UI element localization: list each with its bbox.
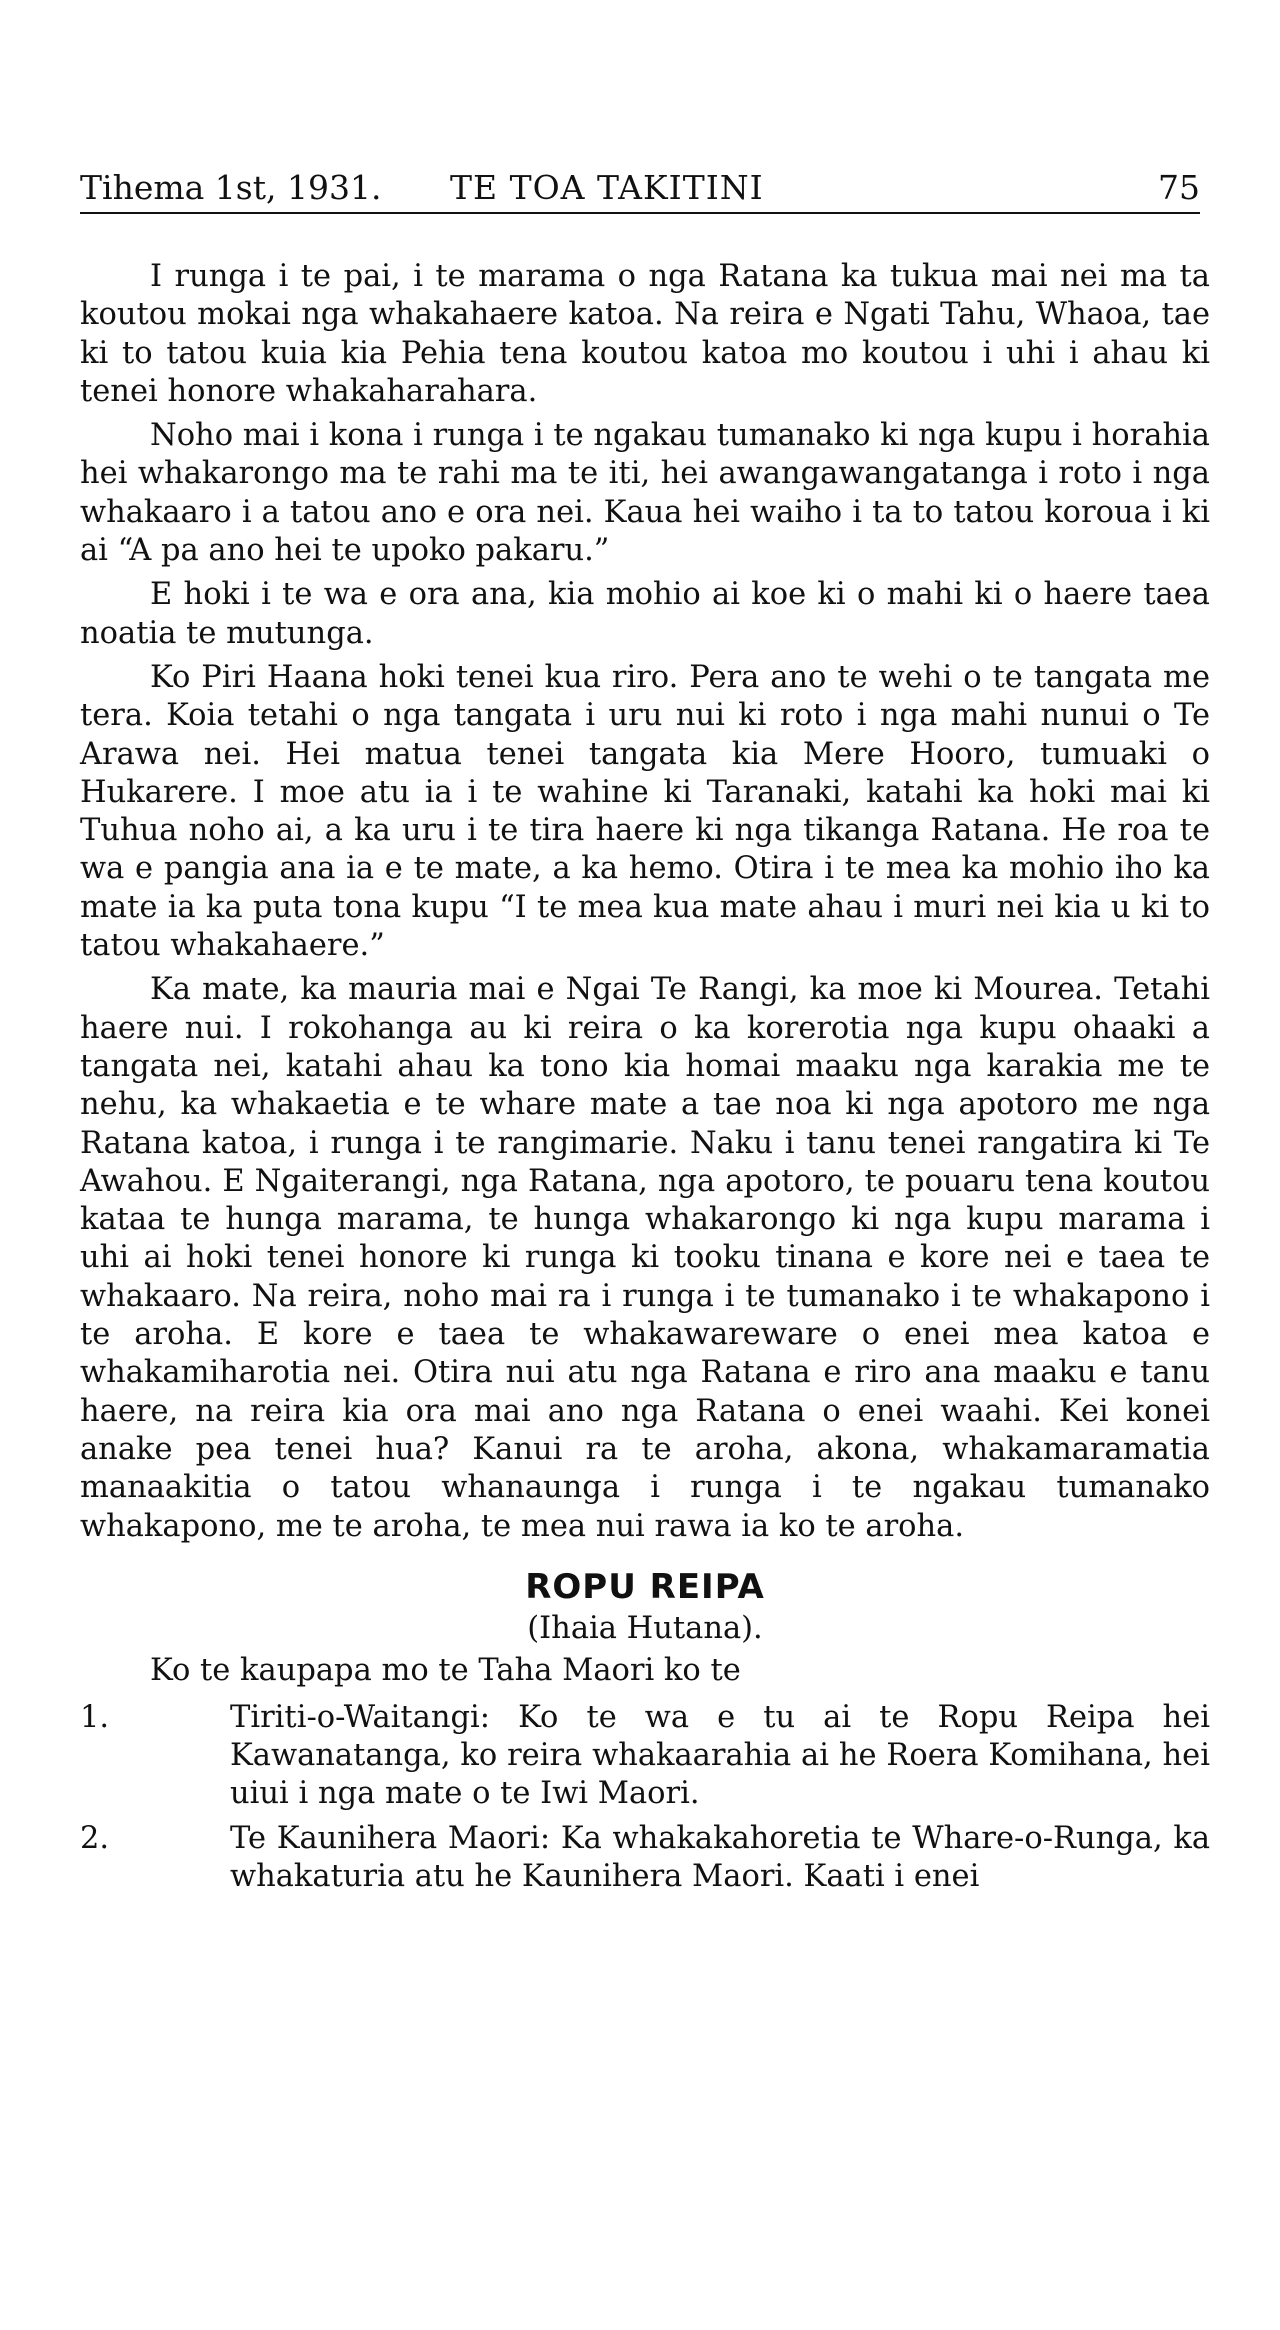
page-header bbox=[80, 168, 1200, 214]
page-number: 75 bbox=[1158, 168, 1200, 207]
section-title: ROPU REIPA bbox=[525, 1566, 765, 1607]
policy-list bbox=[80, 1699, 1210, 1896]
paragraph: Ko Piri Haana hoki tenei kua riro. Pera ano te wehi o te tangata me tera. Koia tetahi o nga tangata i uru nui ki roto i nga mahi nunui o Te Arawa nei. Hei matua tenei tangata kia Mere Hooro, tumuaki o Hukarere. I moe atu ia i te wahine ki Taranaki, katahi ka hoki mai ki Tuhua noho ai, a ka uru i te tira haere ki nga tikanga Ratana. He roa te wa e pangia ana ia e te mate, a ka hemo. Otira i te mea ka mohio iho ka mate ia ka puta tona kupu “I te mea kua mate ahau i muri nei kia u ki to tatou whakahaere.” bbox=[80, 659, 1210, 964]
list-item-number: 1. bbox=[80, 1699, 110, 1735]
paragraph: Noho mai i kona i runga i te ngakau tumanako ki nga kupu i horahia hei whakarongo ma te rahi ma te iti, hei awangawangatanga i roto i nga whakaaro i a tatou ano e ora nei. Kaua hei waiho i ta to tatou koroua i ki ai “A pa ano hei te upoko pakaru.” bbox=[80, 418, 1210, 569]
paragraph: Ka mate, ka mauria mai e Ngai Te Rangi, ka moe ki Mourea. Tetahi haere nui. I rokohanga au ki reira o ka korerotia nga kupu ohaaki a tangata nei, katahi ahau ka tono kia homai maaku nga karakia me te nehu, ka whakaetia e te whare mate a tae noa ki nga apotoro me nga Ratana katoa, i runga i te rangimarie. Naku i tanu tenei rangatira ki Te Awahou. E Ngaiterangi, nga Ratana, nga apotoro, te pouaru tena koutou kataa te hunga marama, te hunga whakarongo ki nga kupu marama i uhi ai hoki tenei honore ki runga ki tooku tinana e kore nei e taea te whakaaro. Na reira, noho mai ra i runga i te tumanako i te whakapono i te aroha. E kore e taea te whakawareware o enei mea katoa e whakamiharotia nei. Otira nui atu nga Ratana e riro ana maaku e tanu haere, na reira kia ora mai ano nga Ratana o enei waahi. Kei konei anake pea tenei hua? Kanui ra te aroha, akona, whakamaramatia manaakitia o tatou whanaunga i runga i te ngakau tumanako whakapono, me te aroha, te mea nui rawa ia ko te aroha. bbox=[80, 972, 1210, 1544]
list-item bbox=[80, 1699, 1210, 1814]
journal-title: TE TOA TAKITINI bbox=[450, 168, 764, 207]
list-item-text: Te Kaunihera Maori: Ka whakakahoretia te Whare-o-Runga, ka whakaturia atu he Kaunihera Maori. Kaati i enei bbox=[230, 1820, 1210, 1894]
paragraph: I runga i te pai, i te marama o nga Ratana ka tukua mai nei ma ta koutou mokai nga whakahaere katoa. Na reira e Ngati Tahu, Whaoa, tae ki to tatou kuia kia Pehia tena koutou katoa mo koutou i uhi i ahau ki tenei honore whakaharahara. bbox=[80, 259, 1210, 409]
issue-date: Tihema 1st, 1931. bbox=[80, 168, 382, 207]
article-body bbox=[80, 258, 1210, 1902]
list-item bbox=[80, 1820, 1210, 1897]
section-author: (Ihaia Hutana). bbox=[527, 1611, 763, 1647]
list-item-number: 2. bbox=[80, 1820, 110, 1856]
section-intro: Ko te kaupapa mo te Taha Maori ko te bbox=[150, 1653, 741, 1689]
list-item-text: Tiriti-o-Waitangi: Ko te wa e tu ai te Ropu Reipa hei Kawanatanga, ko reira whakaarahia ai he Roera Komihana, hei uiui i nga mate o te Iwi Maori. bbox=[230, 1699, 1210, 1812]
paragraph: E hoki i te wa e ora ana, kia mohio ai koe ki o mahi ki o haere taea noatia te mutunga. bbox=[80, 577, 1210, 651]
